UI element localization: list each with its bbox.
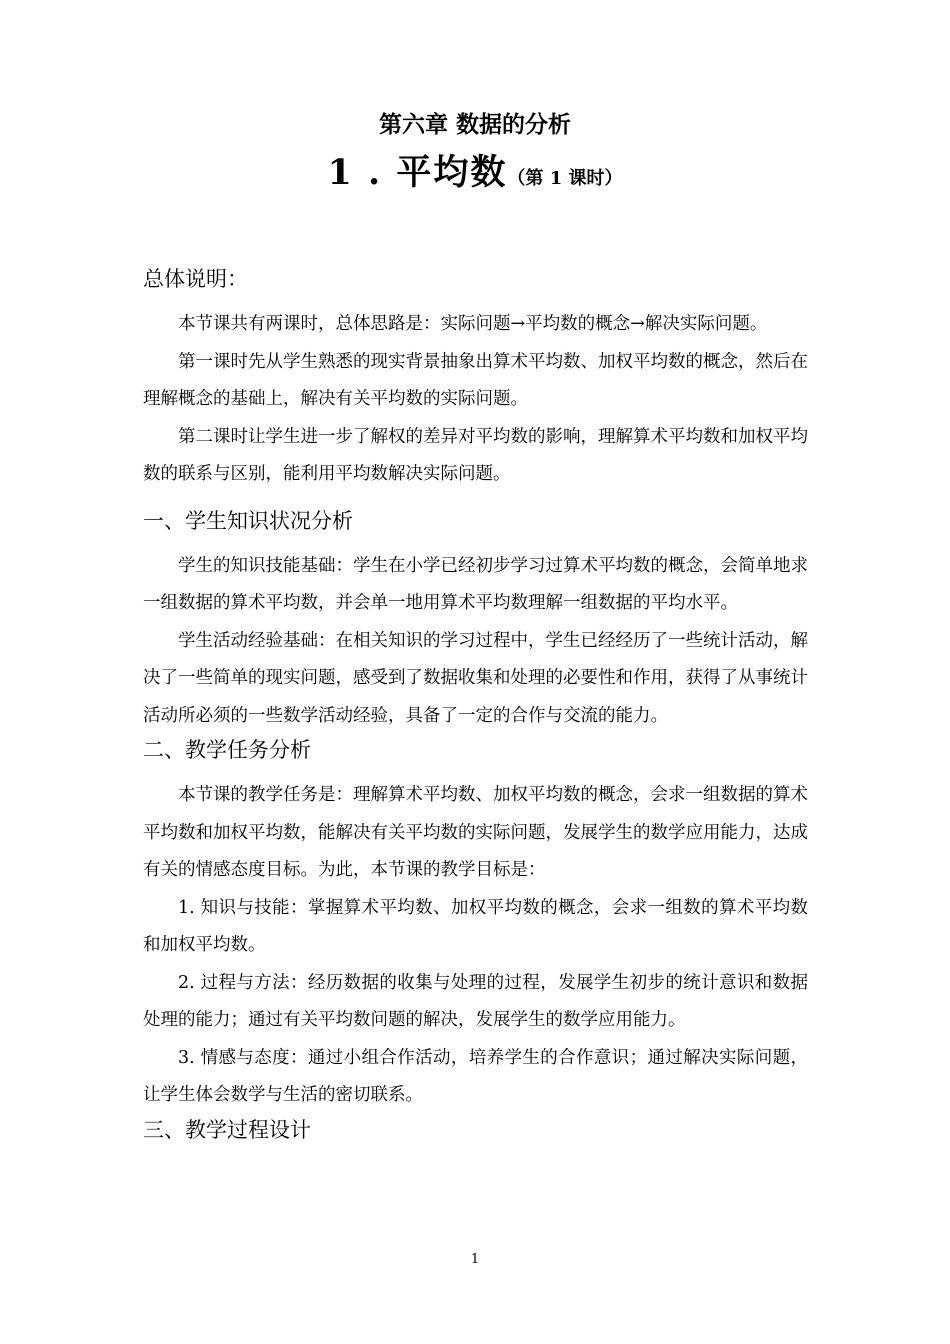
overview-paragraph: 第一课时先从学生熟悉的现实背景抽象出算术平均数、加权平均数的概念，然后在理解概念的基础上，解决有关平均数的实际问题。 bbox=[143, 351, 808, 409]
task-analysis-section bbox=[143, 777, 808, 1115]
overview-paragraph: 第二课时让学生进一步了解权的差异对平均数的影响，理解算术平均数和加权平均数的联系与区别，能利用平均数解决实际问题。 bbox=[143, 426, 808, 484]
section-paragraph: 学生活动经验基础：在相关知识的学习过程中，学生已经经历了一些统计活动，解决了一些简单的现实问题，感受到了数据收集和处理的必要性和作用，获得了从事统计活动所必须的一些数学活动经验，具备了一定的合作与交流的能力。 bbox=[143, 630, 808, 726]
section-heading-task-analysis: 二、教学任务分析 bbox=[143, 738, 311, 762]
lesson-subtitle: （第 1 课时） bbox=[507, 168, 623, 189]
overview-section bbox=[143, 306, 808, 494]
overview-paragraph: 本节课共有两课时，总体思路是：实际问题→平均数的概念→解决实际问题。 bbox=[178, 314, 768, 334]
lesson-title-main: 1 . 平均数 bbox=[327, 152, 508, 193]
objective-item: 2. 过程与方法：经历数据的收集与处理的过程，发展学生初步的统计意识和数据处理的能力；通过有关平均数问题的解决，发展学生的数学应用能力。 bbox=[143, 972, 808, 1030]
section-heading-student-analysis: 一、学生知识状况分析 bbox=[143, 508, 353, 533]
objective-item: 3. 情感与态度：通过小组合作活动，培养学生的合作意识；通过解决实际问题，让学生体会数学与生活的密切联系。 bbox=[143, 1047, 808, 1105]
document-body bbox=[143, 264, 808, 1145]
chapter-title: 第六章 数据的分析 bbox=[378, 111, 571, 138]
section-paragraph: 本节课的教学任务是：理解算术平均数、加权平均数的概念，会求一组数据的算术平均数和加权平均数，能解决有关平均数的实际问题，发展学生的数学应用能力，达成有关的情感态度目标。为此，本节课的教学目标是： bbox=[143, 785, 808, 880]
overview-heading: 总体说明： bbox=[143, 267, 248, 291]
objective-item: 1. 知识与技能：掌握算术平均数、加权平均数的概念，会求一组数的算术平均数和加权平均数。 bbox=[143, 897, 808, 955]
lesson-title bbox=[0, 150, 950, 202]
student-analysis-section bbox=[143, 548, 808, 736]
section-paragraph: 学生的知识技能基础：学生在小学已经初步学习过算术平均数的概念，会简单地求一组数据的算术平均数，并会单一地用算术平均数理解一组数据的平均水平。 bbox=[143, 555, 808, 613]
page-number: 1 bbox=[470, 1252, 480, 1267]
section-heading-process-design: 三、教学过程设计 bbox=[143, 1117, 311, 1142]
